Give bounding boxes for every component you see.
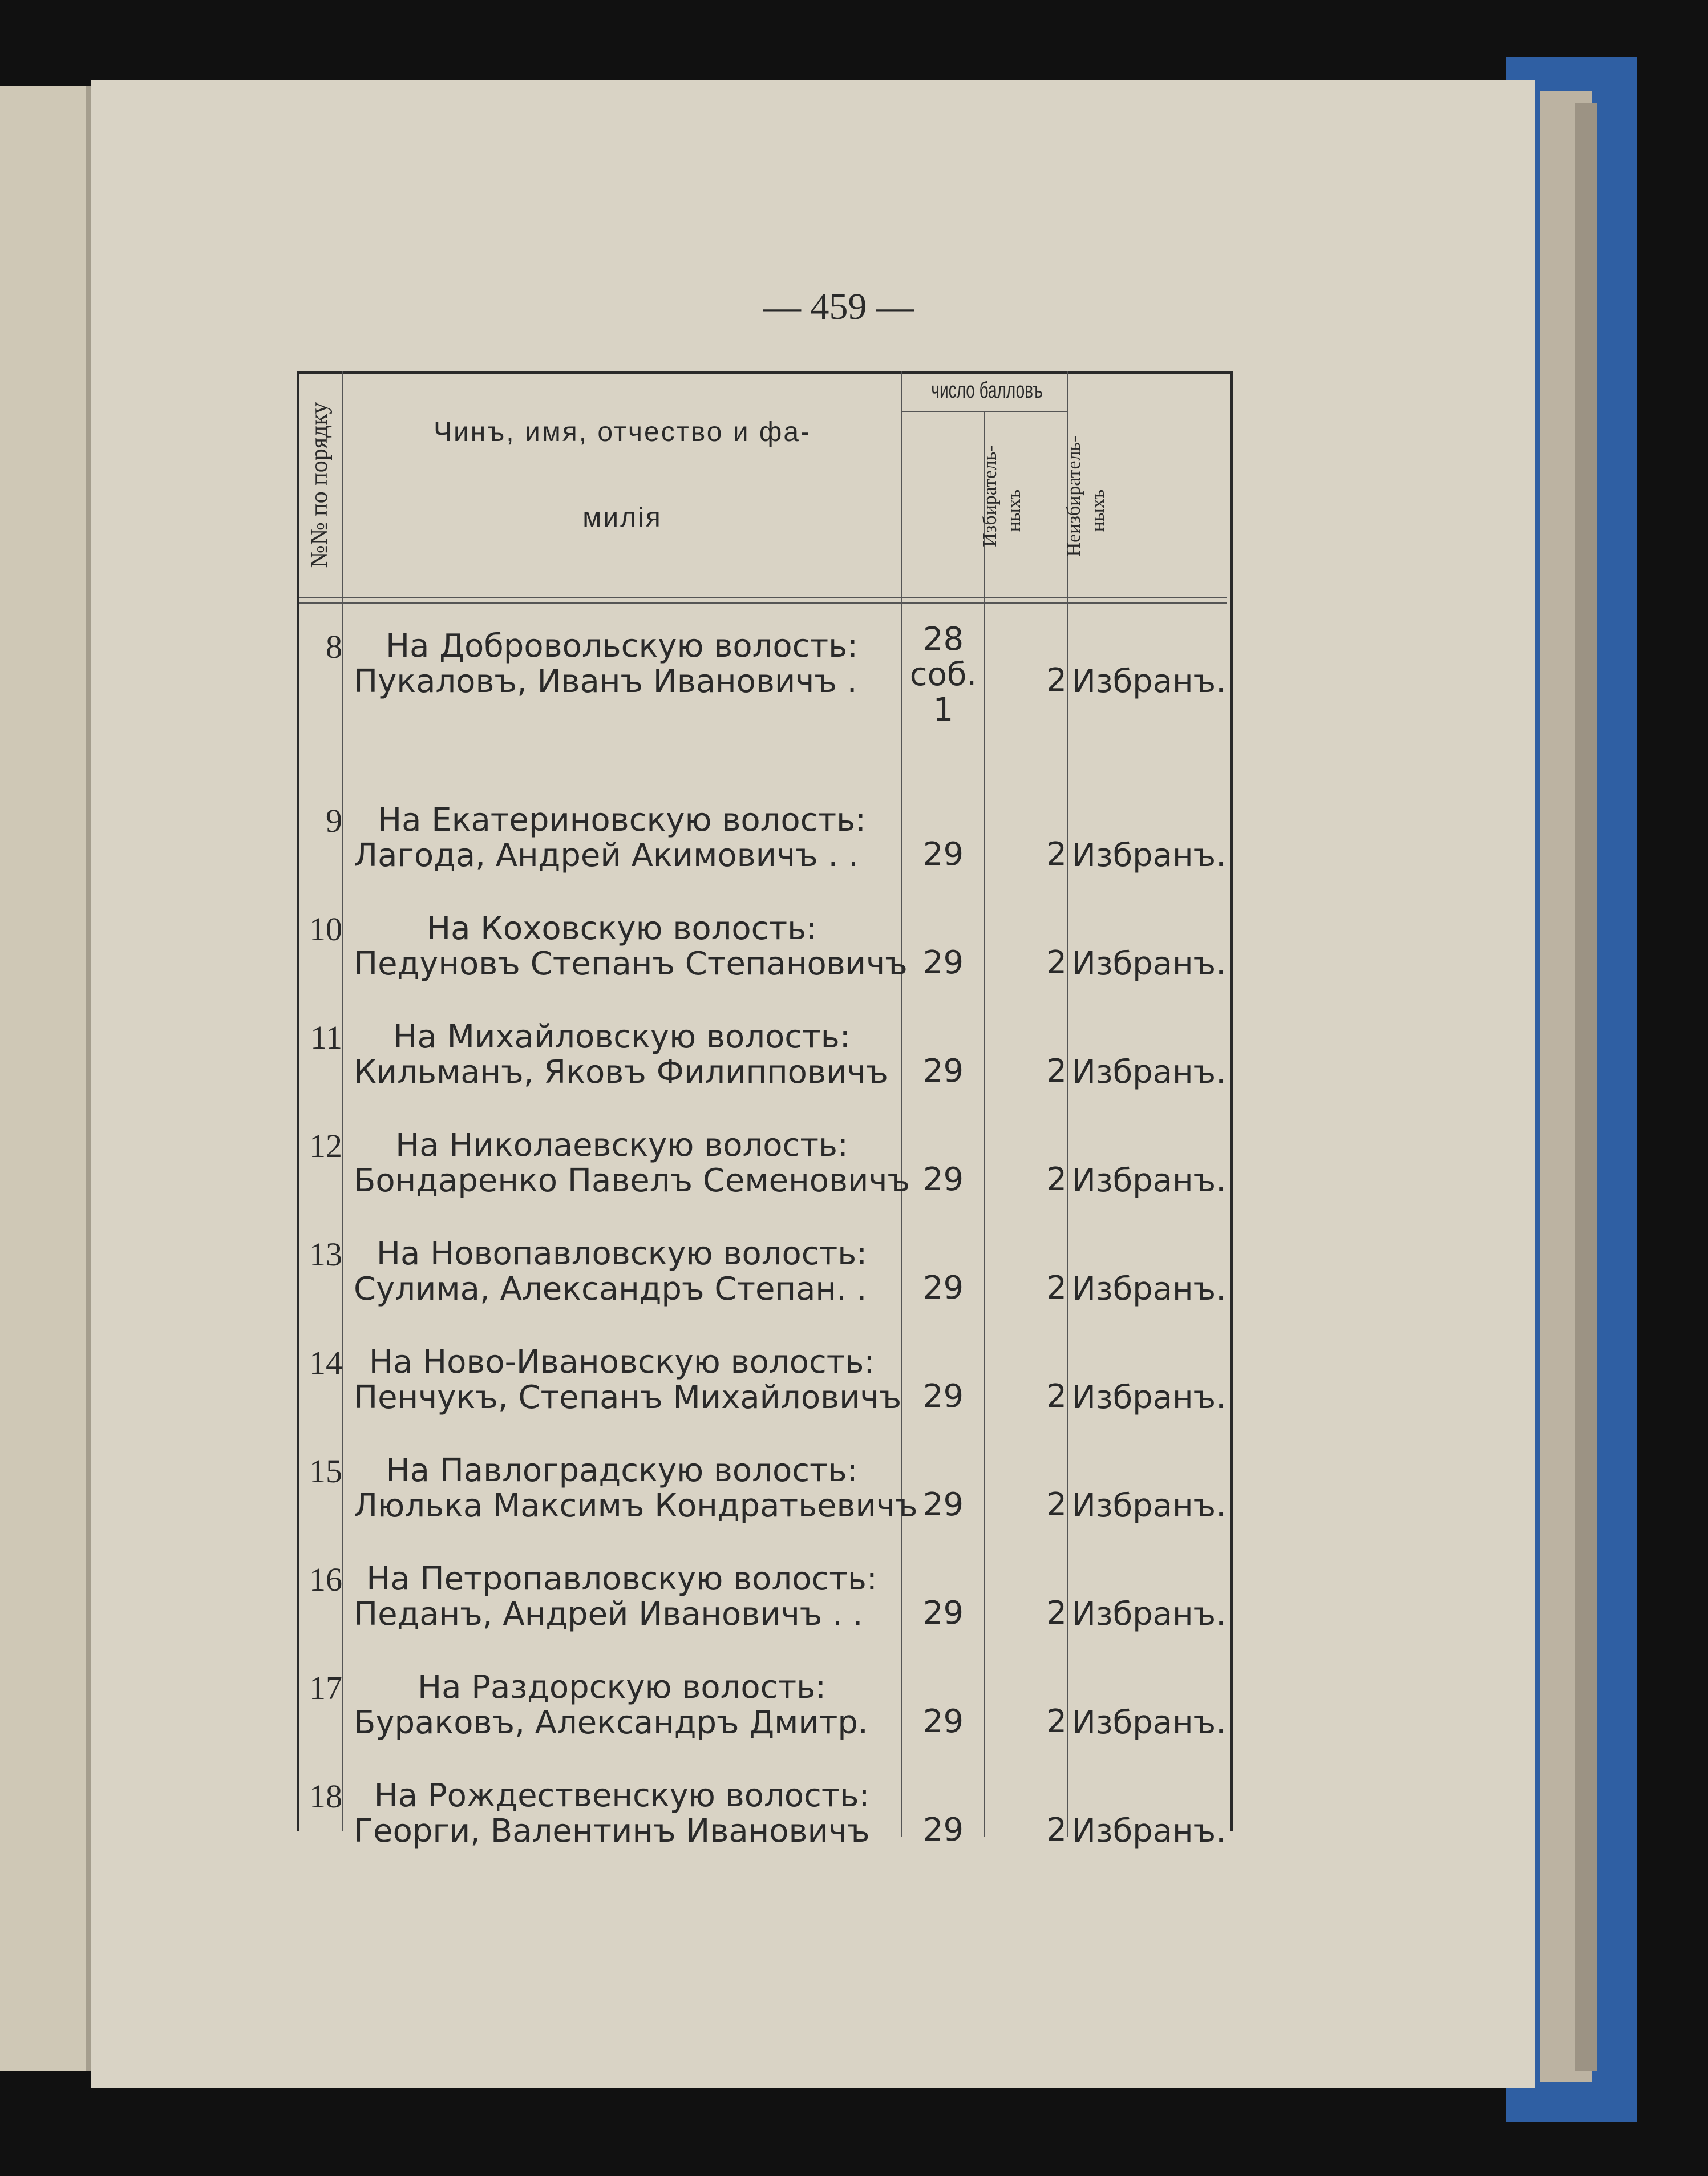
votes-group-rule [901, 411, 1068, 412]
col-rule-num [342, 371, 343, 1831]
page-edges-shadow [1575, 103, 1597, 2071]
row-candidate: Пукаловъ, Иванъ Ивановичъ . [354, 663, 857, 700]
votes-for: 29 [922, 1053, 964, 1090]
result: Избранъ. [1071, 837, 1227, 874]
votes-for-header [954, 425, 1025, 596]
votes-for: 29 [922, 1595, 964, 1632]
row-candidate: Лагода, Андрей Акимовичъ . . [354, 837, 859, 874]
page-number: — 459 — [763, 286, 914, 327]
votes-against-header-text: Неизбиратель- ныхъ [1063, 435, 1108, 557]
row-candidate: Люлька Максимъ Кондратьевичъ [354, 1487, 918, 1524]
votes-for: 29 [922, 1703, 964, 1740]
row-district: На Николаевскую волость: [395, 1127, 848, 1164]
votes-against: 2 [1046, 662, 1067, 699]
row-district: На Новопавловскую волость: [376, 1235, 868, 1272]
votes-for: 29 [922, 944, 964, 981]
row-number: 18 [309, 1778, 342, 1815]
row-district: На Ново-Ивановскую волость: [369, 1344, 875, 1381]
row-district: На Екатериновскую волость: [378, 802, 866, 839]
votes-for: 29 [922, 1161, 964, 1198]
result: Избранъ. [1071, 1596, 1227, 1633]
row-number: 13 [309, 1236, 342, 1273]
votes-for: 29 [922, 1811, 964, 1849]
votes-for: 29 [922, 836, 964, 873]
row-number: 12 [309, 1127, 342, 1164]
result: Избранъ. [1071, 1487, 1227, 1524]
votes-for: 29 [922, 1378, 964, 1415]
row-candidate: Педуновъ Степанъ Степановичъ [354, 945, 908, 982]
election-table [297, 371, 1232, 1850]
row-number: 14 [309, 1344, 342, 1381]
votes-against: 2 [1046, 1161, 1067, 1198]
result: Избранъ. [1071, 1813, 1227, 1850]
row-district: На Павлоградскую волость: [386, 1452, 858, 1489]
num-column-header: №№ по порядку [306, 402, 333, 568]
header-bottom-rule [297, 597, 1227, 598]
votes-group-header: число балловъ [931, 378, 1043, 403]
row-district: На Петропавловскую волость: [366, 1560, 877, 1597]
header-bottom-rule-2 [297, 602, 1227, 604]
row-district: На Михайловскую волость: [393, 1018, 851, 1055]
votes-against: 2 [1046, 1269, 1067, 1307]
result: Избранъ. [1071, 945, 1227, 982]
votes-against-header [1038, 425, 1108, 596]
row-candidate: Бураковъ, Александръ Дмитр. [354, 1704, 868, 1741]
row-number: 11 [310, 1019, 342, 1056]
row-number: 9 [326, 802, 342, 839]
row-district: На Коховскую волость: [427, 910, 817, 947]
votes-against: 2 [1046, 836, 1067, 873]
row-candidate: Сулима, Александръ Степан. . [354, 1271, 867, 1308]
result: Избранъ. [1071, 1054, 1227, 1091]
left-rule [297, 371, 299, 1831]
left-page [0, 86, 91, 2071]
votes-against: 2 [1046, 1378, 1067, 1415]
row-number: 15 [309, 1453, 342, 1490]
votes-against: 2 [1046, 1053, 1067, 1090]
row-candidate: Георги, Валентинъ Ивановичъ [354, 1813, 870, 1850]
right-rule [1230, 371, 1233, 1831]
votes-against: 2 [1046, 1811, 1067, 1849]
result: Избранъ. [1071, 1704, 1227, 1741]
result: Избранъ. [1071, 1379, 1227, 1416]
row-number: 16 [309, 1561, 342, 1598]
votes-for: 28 соб. 1 [909, 621, 977, 729]
votes-against: 2 [1046, 1486, 1067, 1523]
row-district: На Рождественскую волость: [374, 1777, 870, 1814]
row-candidate: Бондаренко Павелъ Семеновичъ [354, 1162, 910, 1199]
row-candidate: Кильманъ, Яковъ Филипповичъ [354, 1054, 888, 1091]
votes-for-header-text: Избиратель- ныхъ [980, 445, 1025, 547]
name-column-header-line2: милiя [582, 503, 662, 533]
votes-against: 2 [1046, 1595, 1067, 1632]
row-candidate: Пенчукъ, Степанъ Михайловичъ [354, 1379, 902, 1416]
result: Избранъ. [1071, 663, 1227, 700]
result: Избранъ. [1071, 1271, 1227, 1308]
row-number: 10 [309, 911, 342, 948]
page [91, 80, 1535, 2088]
votes-against: 2 [1046, 1703, 1067, 1740]
table-top-rule [297, 371, 1232, 374]
result: Избранъ. [1071, 1162, 1227, 1199]
row-number: 17 [309, 1669, 342, 1706]
votes-for: 29 [922, 1269, 964, 1307]
votes-against: 2 [1046, 944, 1067, 981]
row-number: 8 [326, 628, 342, 665]
votes-for: 29 [922, 1486, 964, 1523]
row-district: На Раздорскую волость: [418, 1669, 826, 1706]
row-district: На Добровольскую волость: [386, 628, 858, 665]
row-candidate: Педанъ, Андрей Ивановичъ . . [354, 1596, 863, 1633]
name-column-header-line1: Чинъ, имя, отчество и фа- [433, 417, 812, 447]
